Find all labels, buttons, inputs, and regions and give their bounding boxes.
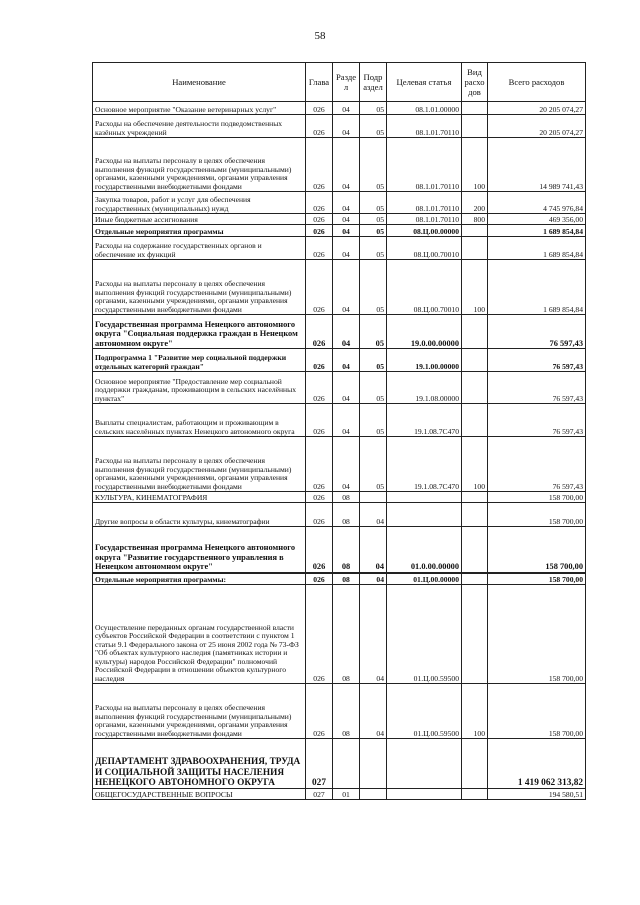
- cell-total: 1 689 854,84: [488, 225, 586, 237]
- cell-podrazdel: 04: [360, 585, 387, 684]
- cell-razdel: 01: [333, 789, 360, 800]
- cell-total: 1 689 854,84: [488, 237, 586, 260]
- cell-vid: [462, 102, 488, 115]
- cell-vid: [462, 372, 488, 404]
- cell-target: 08.Ц.00.70010: [387, 260, 462, 315]
- cell-target: 08.Ц.00.70010: [387, 237, 462, 260]
- cell-razdel: 04: [333, 260, 360, 315]
- cell-podrazdel: 05: [360, 349, 387, 372]
- cell-glava: 026: [306, 684, 333, 739]
- cell-glava: 027: [306, 739, 333, 789]
- cell-glava: 026: [306, 492, 333, 503]
- header-razdel: Разде л: [333, 63, 360, 102]
- cell-vid: 100: [462, 437, 488, 492]
- cell-total: 4 745 976,84: [488, 192, 586, 214]
- cell-glava: 026: [306, 115, 333, 138]
- cell-name: ОБЩЕГОСУДАРСТВЕННЫЕ ВОПРОСЫ: [93, 789, 306, 800]
- cell-target: 01.Ц.00.59500: [387, 684, 462, 739]
- table-row: [93, 573, 586, 585]
- cell-glava: 026: [306, 527, 333, 573]
- cell-vid: [462, 225, 488, 237]
- cell-podrazdel: 05: [360, 437, 387, 492]
- cell-target: 08.1.01.70110: [387, 214, 462, 225]
- table-row: [93, 527, 586, 573]
- cell-target: 08.1.01.00000: [387, 102, 462, 115]
- cell-total: 76 597,43: [488, 437, 586, 492]
- cell-glava: 026: [306, 237, 333, 260]
- cell-glava: 026: [306, 192, 333, 214]
- table-row: [93, 260, 586, 315]
- table-row: [93, 214, 586, 225]
- cell-glava: 026: [306, 102, 333, 115]
- cell-target: [387, 503, 462, 527]
- cell-razdel: 04: [333, 404, 360, 437]
- cell-total: 14 989 741,43: [488, 138, 586, 192]
- cell-podrazdel: 04: [360, 527, 387, 573]
- cell-name: Государственная программа Ненецкого автономного округа "Социальная поддержка граждан в Ненецком автономном округе": [93, 315, 306, 349]
- cell-podrazdel: 04: [360, 684, 387, 739]
- cell-podrazdel: 05: [360, 115, 387, 138]
- cell-vid: [462, 739, 488, 789]
- cell-podrazdel: 05: [360, 404, 387, 437]
- cell-target: 19.1.08.7С470: [387, 437, 462, 492]
- cell-target: 19.1.08.7С470: [387, 404, 462, 437]
- table-row: [93, 102, 586, 115]
- cell-vid: 200: [462, 192, 488, 214]
- cell-name: Выплаты специалистам, работающим и проживающим в сельских населённых пунктах Ненецкого автономного округа: [93, 404, 306, 437]
- cell-razdel: 04: [333, 349, 360, 372]
- cell-name: Отдельные мероприятия программы:: [93, 573, 306, 585]
- cell-total: 1 419 062 313,82: [488, 739, 586, 789]
- cell-vid: [462, 573, 488, 585]
- cell-name: Закупка товаров, работ и услуг для обеспечения государственных (муниципальных) нужд: [93, 192, 306, 214]
- cell-target: 01.Ц.00.59500: [387, 585, 462, 684]
- cell-name: КУЛЬТУРА, КИНЕМАТОГРАФИЯ: [93, 492, 306, 503]
- cell-podrazdel: 04: [360, 573, 387, 585]
- cell-glava: 026: [306, 573, 333, 585]
- cell-total: 20 205 074,27: [488, 102, 586, 115]
- cell-target: [387, 492, 462, 503]
- cell-glava: 026: [306, 260, 333, 315]
- cell-total: 76 597,43: [488, 315, 586, 349]
- table-row: [93, 372, 586, 404]
- cell-total: 194 580,51: [488, 789, 586, 800]
- cell-target: [387, 739, 462, 789]
- cell-razdel: 04: [333, 138, 360, 192]
- cell-target: 08.1.01.70110: [387, 192, 462, 214]
- header-name: Наименование: [93, 63, 306, 102]
- table-header-row: [93, 63, 586, 102]
- cell-glava: 026: [306, 585, 333, 684]
- cell-podrazdel: 04: [360, 503, 387, 527]
- cell-razdel: 08: [333, 573, 360, 585]
- cell-razdel: 04: [333, 102, 360, 115]
- table-row: [93, 503, 586, 527]
- cell-vid: [462, 237, 488, 260]
- cell-vid: [462, 789, 488, 800]
- cell-name: Расходы на выплаты персоналу в целях обеспечения выполнения функций государственными (муниципальными) органами, казенными учреждениями, органами управления государственными внебюджетными фондами: [93, 437, 306, 492]
- cell-name: Расходы на выплаты персоналу в целях обеспечения выполнения функций государственными (муниципальными) органами, казенными учреждениями, органами управления государственными внебюджетными фондами: [93, 684, 306, 739]
- cell-vid: [462, 404, 488, 437]
- cell-podrazdel: 05: [360, 214, 387, 225]
- cell-glava: 026: [306, 503, 333, 527]
- table-row: [93, 585, 586, 684]
- cell-razdel: [333, 739, 360, 789]
- header-podrazdel: Подр аздел: [360, 63, 387, 102]
- cell-total: 1 689 854,84: [488, 260, 586, 315]
- cell-total: 76 597,43: [488, 404, 586, 437]
- cell-total: 158 700,00: [488, 585, 586, 684]
- table-row: [93, 315, 586, 349]
- cell-razdel: 04: [333, 225, 360, 237]
- cell-target: 19.0.00.00000: [387, 315, 462, 349]
- table-row: [93, 789, 586, 800]
- cell-vid: [462, 349, 488, 372]
- cell-glava: 026: [306, 372, 333, 404]
- cell-total: 76 597,43: [488, 349, 586, 372]
- cell-vid: [462, 585, 488, 684]
- cell-vid: [462, 115, 488, 138]
- cell-glava: 026: [306, 214, 333, 225]
- table-row: [93, 739, 586, 789]
- cell-vid: 100: [462, 260, 488, 315]
- cell-razdel: 04: [333, 192, 360, 214]
- cell-name: Основное мероприятие "Оказание ветеринарных услуг": [93, 102, 306, 115]
- cell-name: Подпрограмма 1 "Развитие мер социальной поддержки отдельных категорий граждан": [93, 349, 306, 372]
- table-row: [93, 225, 586, 237]
- cell-podrazdel: 05: [360, 225, 387, 237]
- cell-total: 76 597,43: [488, 372, 586, 404]
- cell-target: 19.1.08.00000: [387, 372, 462, 404]
- table-row: [93, 349, 586, 372]
- cell-razdel: 08: [333, 503, 360, 527]
- header-target: Целевая статья: [387, 63, 462, 102]
- cell-name: ДЕПАРТАМЕНТ ЗДРАВООХРАНЕНИЯ, ТРУДА И СОЦИАЛЬНОЙ ЗАЩИТЫ НАСЕЛЕНИЯ НЕНЕЦКОГО АВТОНОМНОГО ОКРУГА: [93, 739, 306, 789]
- cell-total: 158 700,00: [488, 492, 586, 503]
- cell-podrazdel: 05: [360, 237, 387, 260]
- cell-glava: 026: [306, 404, 333, 437]
- cell-name: Расходы на выплаты персоналу в целях обеспечения выполнения функций государственными (муниципальными) органами, казенными учреждениями, органами управления государственными внебюджетными фондами: [93, 138, 306, 192]
- cell-target: 01.0.00.00000: [387, 527, 462, 573]
- cell-target: 08.Ц.00.00000: [387, 225, 462, 237]
- table-row: [93, 237, 586, 260]
- cell-glava: 027: [306, 789, 333, 800]
- cell-name: Расходы на обеспечение деятельности подведомственных казённых учреждений: [93, 115, 306, 138]
- header-total: Всего расходов: [488, 63, 586, 102]
- cell-target: 08.1.01.70110: [387, 115, 462, 138]
- table-row: [93, 115, 586, 138]
- page-number: 58: [314, 30, 326, 42]
- cell-razdel: 04: [333, 237, 360, 260]
- cell-vid: 800: [462, 214, 488, 225]
- cell-vid: [462, 503, 488, 527]
- cell-vid: 100: [462, 684, 488, 739]
- cell-total: 158 700,00: [488, 503, 586, 527]
- cell-podrazdel: [360, 789, 387, 800]
- cell-razdel: 08: [333, 585, 360, 684]
- cell-vid: [462, 315, 488, 349]
- cell-podrazdel: 05: [360, 372, 387, 404]
- cell-name: Другие вопросы в области культуры, кинематографии: [93, 503, 306, 527]
- cell-name: Основное мероприятие "Предоставление мер социальной поддержки гражданам, проживающим в сельских населённых пунктах": [93, 372, 306, 404]
- table-row: [93, 437, 586, 492]
- cell-podrazdel: 05: [360, 102, 387, 115]
- cell-glava: 026: [306, 315, 333, 349]
- cell-razdel: 08: [333, 684, 360, 739]
- cell-podrazdel: 05: [360, 138, 387, 192]
- cell-glava: 026: [306, 349, 333, 372]
- table-row: [93, 492, 586, 503]
- cell-vid: [462, 527, 488, 573]
- cell-name: Расходы на выплаты персоналу в целях обеспечения выполнения функций государственными (муниципальными) органами, казенными учреждениями, органами управления государственными внебюджетными фондами: [93, 260, 306, 315]
- cell-name: Отдельные мероприятия программы: [93, 225, 306, 237]
- cell-podrazdel: [360, 492, 387, 503]
- cell-vid: 100: [462, 138, 488, 192]
- cell-name: Осуществление переданных органам государственной власти субъектов Российской Федерации в соответствии с пунктом 1 статьи 9.1 Федерального закона от 25 июня 2002 года № 73-ФЗ "Об объектах культурного наследия (памятниках истории и культуры) народов Российской Федерации" полномочий Российской Федерации в отношении объектов культурного наследия: [93, 585, 306, 684]
- cell-name: Иные бюджетные ассигнования: [93, 214, 306, 225]
- cell-total: 158 700,00: [488, 527, 586, 573]
- cell-total: 158 700,00: [488, 684, 586, 739]
- budget-table: [92, 62, 586, 800]
- cell-podrazdel: 05: [360, 192, 387, 214]
- cell-razdel: 04: [333, 372, 360, 404]
- cell-total: 20 205 074,27: [488, 115, 586, 138]
- cell-total: 469 356,00: [488, 214, 586, 225]
- cell-razdel: 08: [333, 527, 360, 573]
- cell-razdel: 04: [333, 315, 360, 349]
- cell-target: 08.1.01.70110: [387, 138, 462, 192]
- cell-razdel: 04: [333, 115, 360, 138]
- cell-target: [387, 789, 462, 800]
- table-row: [93, 192, 586, 214]
- cell-glava: 026: [306, 138, 333, 192]
- cell-target: 19.1.00.00000: [387, 349, 462, 372]
- cell-razdel: 08: [333, 492, 360, 503]
- cell-podrazdel: 05: [360, 315, 387, 349]
- header-vid: Вид расхо дов: [462, 63, 488, 102]
- cell-total: 158 700,00: [488, 573, 586, 585]
- cell-target: 01.Ц.00.00000: [387, 573, 462, 585]
- table-row: [93, 684, 586, 739]
- cell-name: Расходы на содержание государственных органов и обеспечение их функций: [93, 237, 306, 260]
- cell-razdel: 04: [333, 437, 360, 492]
- header-glava: Глава: [306, 63, 333, 102]
- cell-podrazdel: 05: [360, 260, 387, 315]
- cell-glava: 026: [306, 225, 333, 237]
- cell-razdel: 04: [333, 214, 360, 225]
- cell-vid: [462, 492, 488, 503]
- cell-name: Государственная программа Ненецкого автономного округа "Развитие государственного управления в Ненецком автономном округе": [93, 527, 306, 573]
- table-row: [93, 138, 586, 192]
- table-row: [93, 404, 586, 437]
- cell-podrazdel: [360, 739, 387, 789]
- cell-glava: 026: [306, 437, 333, 492]
